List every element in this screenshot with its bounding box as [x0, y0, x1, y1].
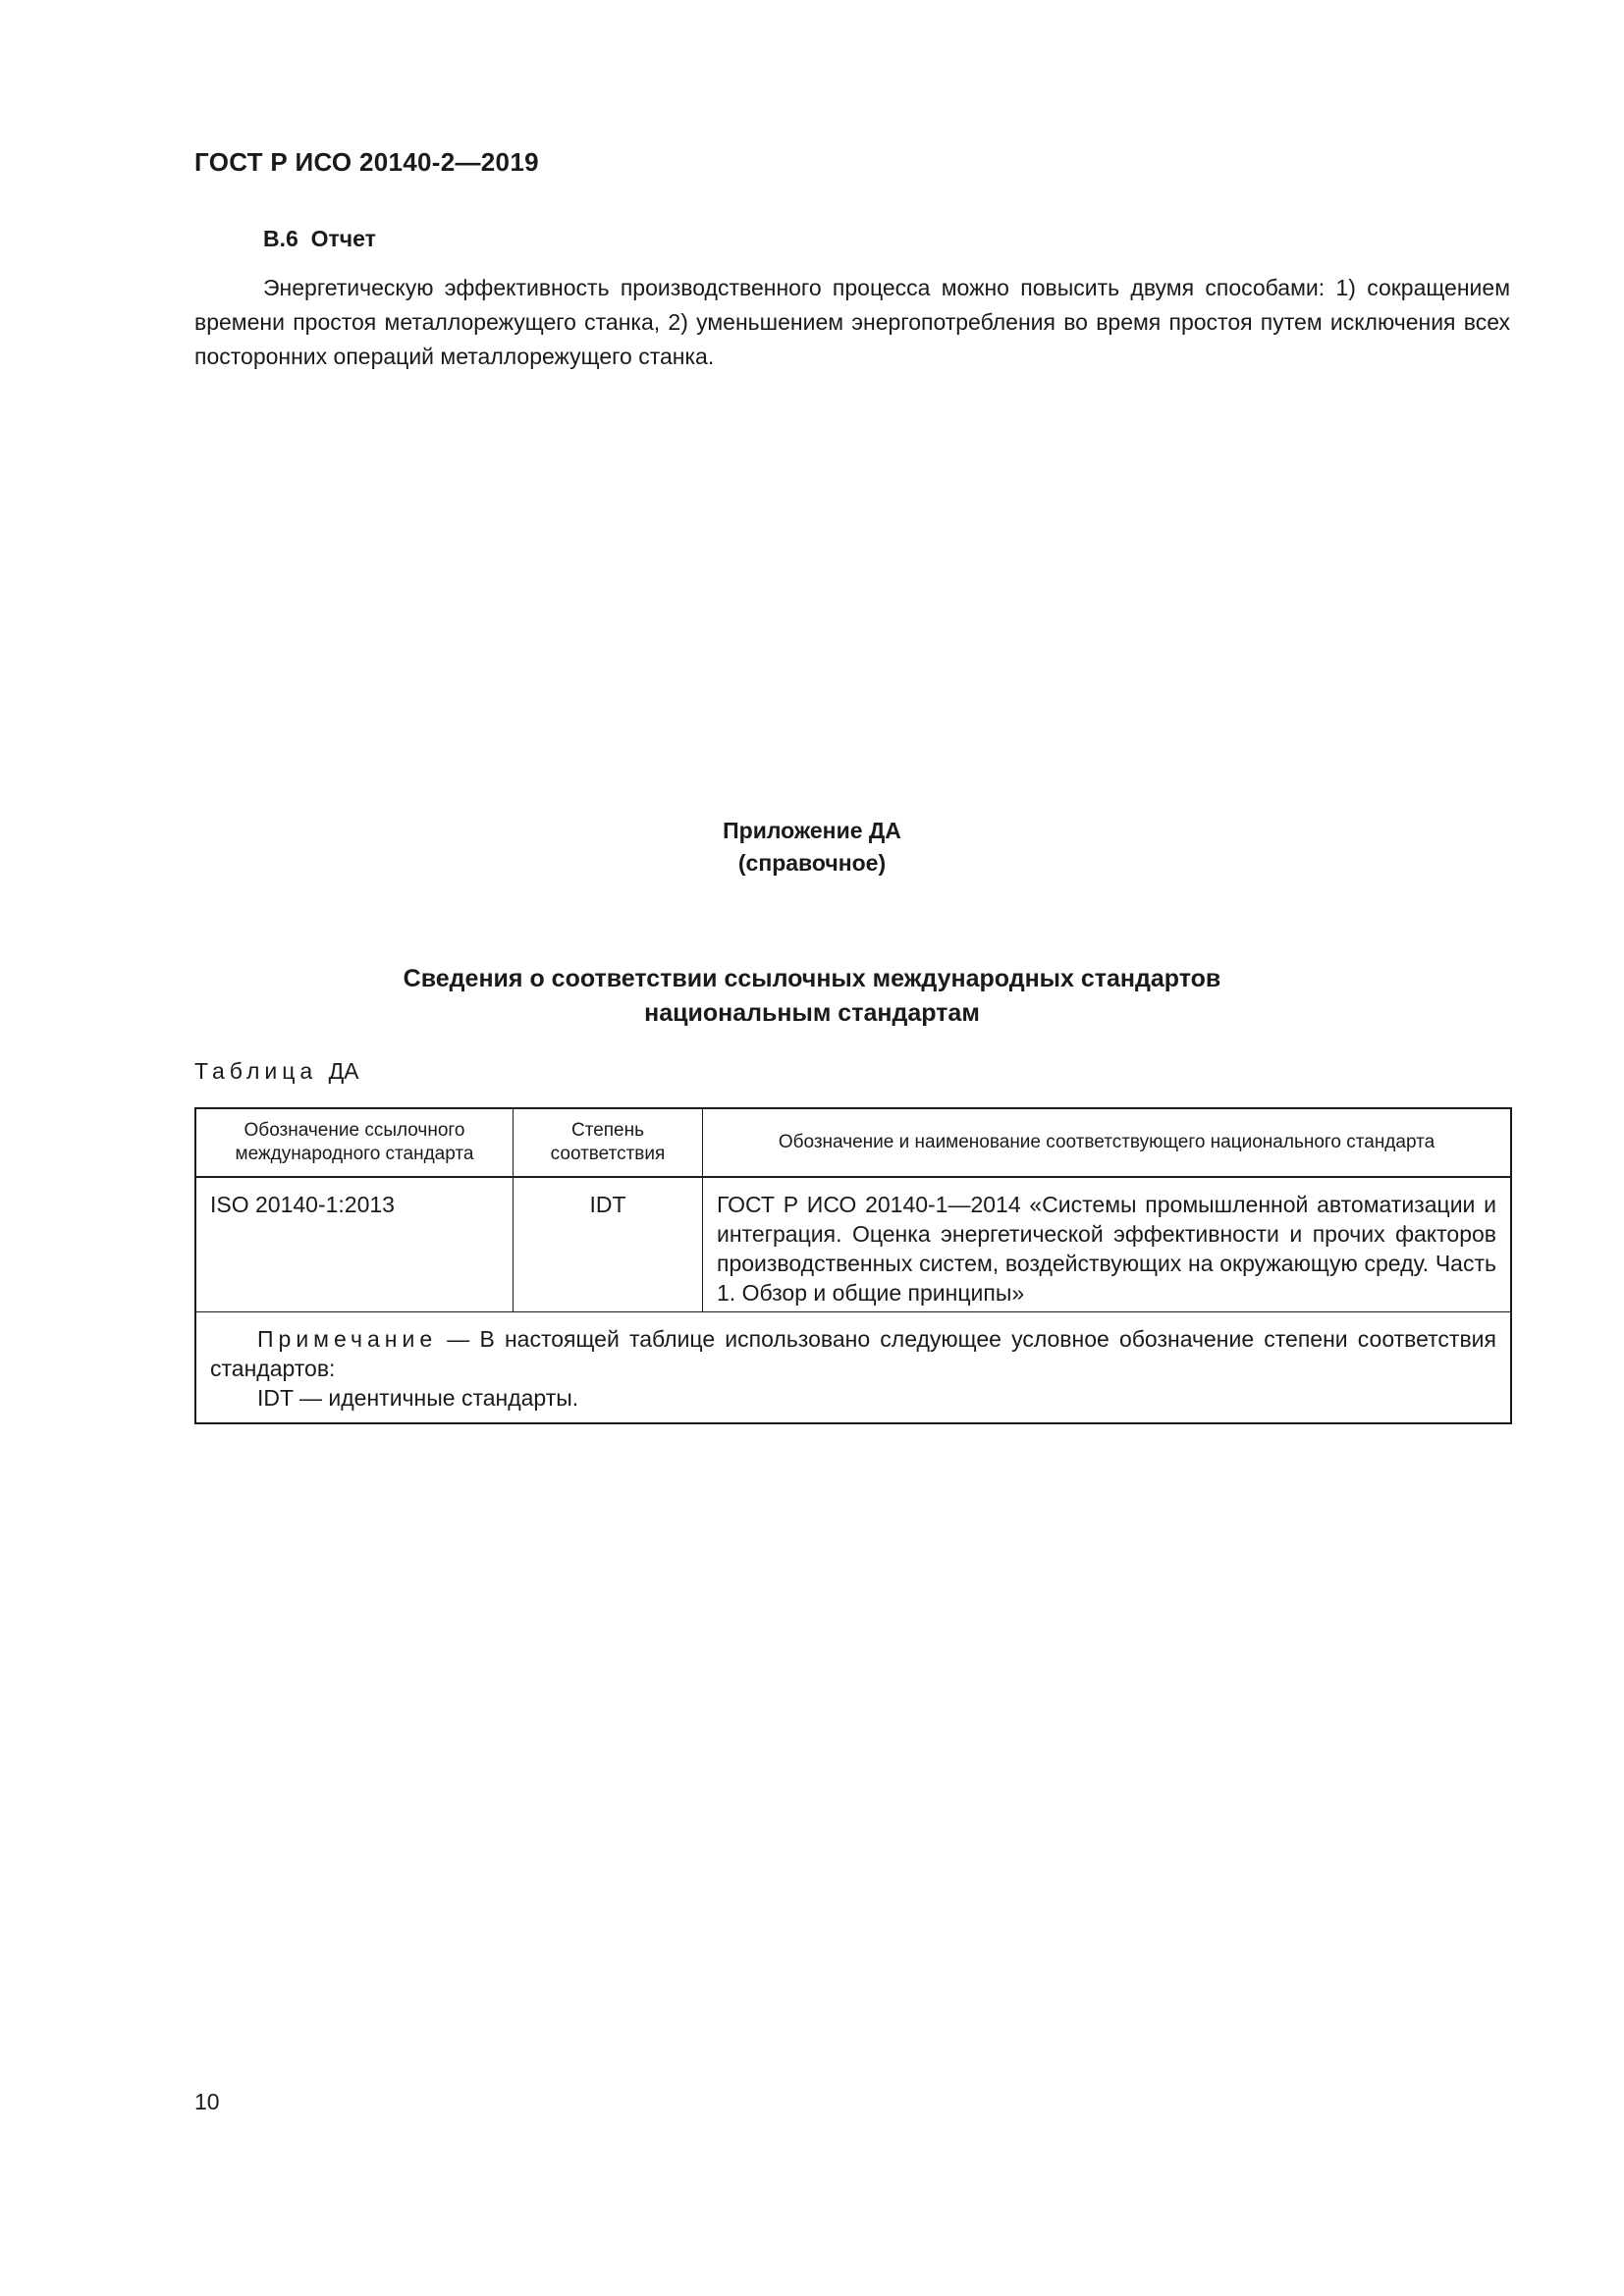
table-row: [195, 1177, 1511, 1312]
cell-degree: IDT: [514, 1177, 703, 1312]
note-label: Примечание: [257, 1326, 438, 1352]
header-national-standard: Обозначение и наименование соответствующего национального стандарта: [703, 1108, 1512, 1177]
title-line-2: национальным стандартам: [644, 999, 980, 1027]
header-intl-standard: Обозначение ссылочного международного стандарта: [195, 1108, 514, 1177]
title-line-1: Сведения о соответствии ссылочных международных стандартов: [403, 965, 1221, 992]
note-body: — В настоящей таблице использовано следующее условное обозначение степени соответствия стандартов:: [210, 1326, 1496, 1381]
table-note-row: [195, 1312, 1511, 1424]
document-header: ГОСТ Р ИСО 20140-2—2019: [194, 147, 539, 177]
page-number: 10: [194, 2089, 220, 2114]
section-heading: B.6 Отчет: [263, 226, 376, 251]
appendix-subtitle: (справочное): [737, 850, 887, 876]
appendix-heading: [0, 815, 1624, 880]
appendix-document-title: [0, 962, 1624, 1031]
note-item: IDT — идентичные стандарты.: [257, 1385, 579, 1411]
note-text: [210, 1324, 1496, 1383]
table-caption-word: Таблица: [194, 1058, 318, 1084]
table-caption-number: ДА: [328, 1058, 359, 1084]
table-header-row: [195, 1108, 1511, 1177]
table-caption: [194, 1058, 359, 1085]
cell-intl-standard: ISO 20140-1:2013: [195, 1177, 514, 1312]
header-degree: Степень соответствия: [514, 1108, 703, 1177]
correspondence-table: [194, 1107, 1512, 1424]
table-note: [195, 1312, 1511, 1424]
cell-national-standard: ГОСТ Р ИСО 20140-1—2014 «Системы промышленной автоматизации и интеграция. Оценка энергетической эффективности и прочих факторов производственных систем, воздействующих на окружающую среду. Часть 1. Обзор и общие принципы»: [703, 1177, 1512, 1312]
section-paragraph: Энергетическую эффективность производственного процесса можно повысить двумя способами: 1) сокращением времени простоя металлорежущего станка, 2) уменьшением энергопотребления во время простоя путем исключения всех посторонних операций металлорежущего станка.: [194, 275, 1510, 369]
appendix-title: Приложение ДА: [723, 818, 901, 843]
